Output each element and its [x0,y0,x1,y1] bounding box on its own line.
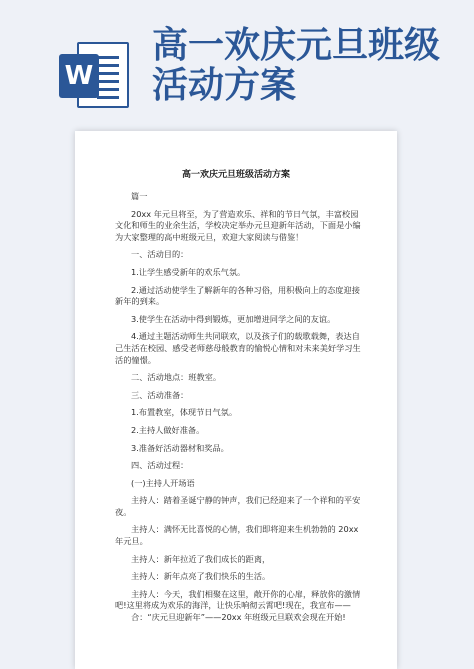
intro-paragraph: 20xx 年元旦将至，为了营造欢乐、祥和的节日气氛，丰富校园文化和师生的业余生活，学校决定举办元旦迎新年活动，下面是小编为大家整理的高中班级元旦，欢迎大家阅读与借鉴！ [115,208,361,242]
paragraph: 1.让学生感受新年的欢乐气氛。 [131,266,246,277]
paragraph: 二、活动地点：班教室。 [131,372,222,383]
document-title: 高一欢庆元旦班级活动方案 [181,170,290,180]
word-letter-badge: W [59,54,99,98]
paragraph: 主持人：新年拉近了我们成长的距离， [131,553,271,564]
header-banner [0,0,474,120]
paragraph: 4.通过主题活动师生共同联欢，以及孩子们的载歌载舞，表达自己生活在校园、感受老师慈母般教育的愉悦心情和对未来美好学习生活的憧憬。 [115,331,361,365]
paragraph: 主持人：踏着圣诞宁静的钟声，我们已经迎来了一个祥和的平安夜。 [115,495,361,517]
paragraph: 3.使学生在活动中得到锻炼，更加增进同学之间的友谊。 [131,313,336,324]
document-page [75,131,397,669]
paragraph: 合：“庆元旦迎新年”——20xx 年班级元旦联欢会现在开始! [131,612,346,623]
paragraph: 2.通过活动使学生了解新年的各种习俗，用积极向上的态度迎接新年的到来。 [115,284,360,307]
paragraph: 三、活动准备： [131,389,189,400]
paragraph: 3.准备好活动器材和奖品。 [131,442,229,453]
document-body [115,191,365,624]
banner-title-line-1: 高一欢庆元旦班级 [152,25,441,66]
banner-title [152,26,462,106]
banner-title-line-2: 活动方案 [152,65,297,106]
paragraph: 主持人：今天，我们相聚在这里，敞开你的心扉，释放你的激情吧!这里将成为欢乐的海洋，让快乐响彻云霄吧!现在，我宣布—— [115,588,361,611]
paragraph: 一、活动目的： [131,249,189,260]
word-document-icon [55,38,127,110]
section-heading: 篇一 [131,191,148,201]
paragraph: 1.布置教室，体现节日气氛。 [131,407,238,418]
paragraph: 主持人：新年点亮了我们快乐的生活。 [131,571,271,582]
paragraph: 主持人：满怀无比喜悦的心情，我们即将迎来生机勃勃的 20xx 年元旦。 [115,524,359,547]
paragraph: 四、活动过程： [131,460,189,471]
paragraph: (一)主持人开场语 [131,477,195,488]
paragraph: 2.主持人做好准备。 [131,424,205,435]
